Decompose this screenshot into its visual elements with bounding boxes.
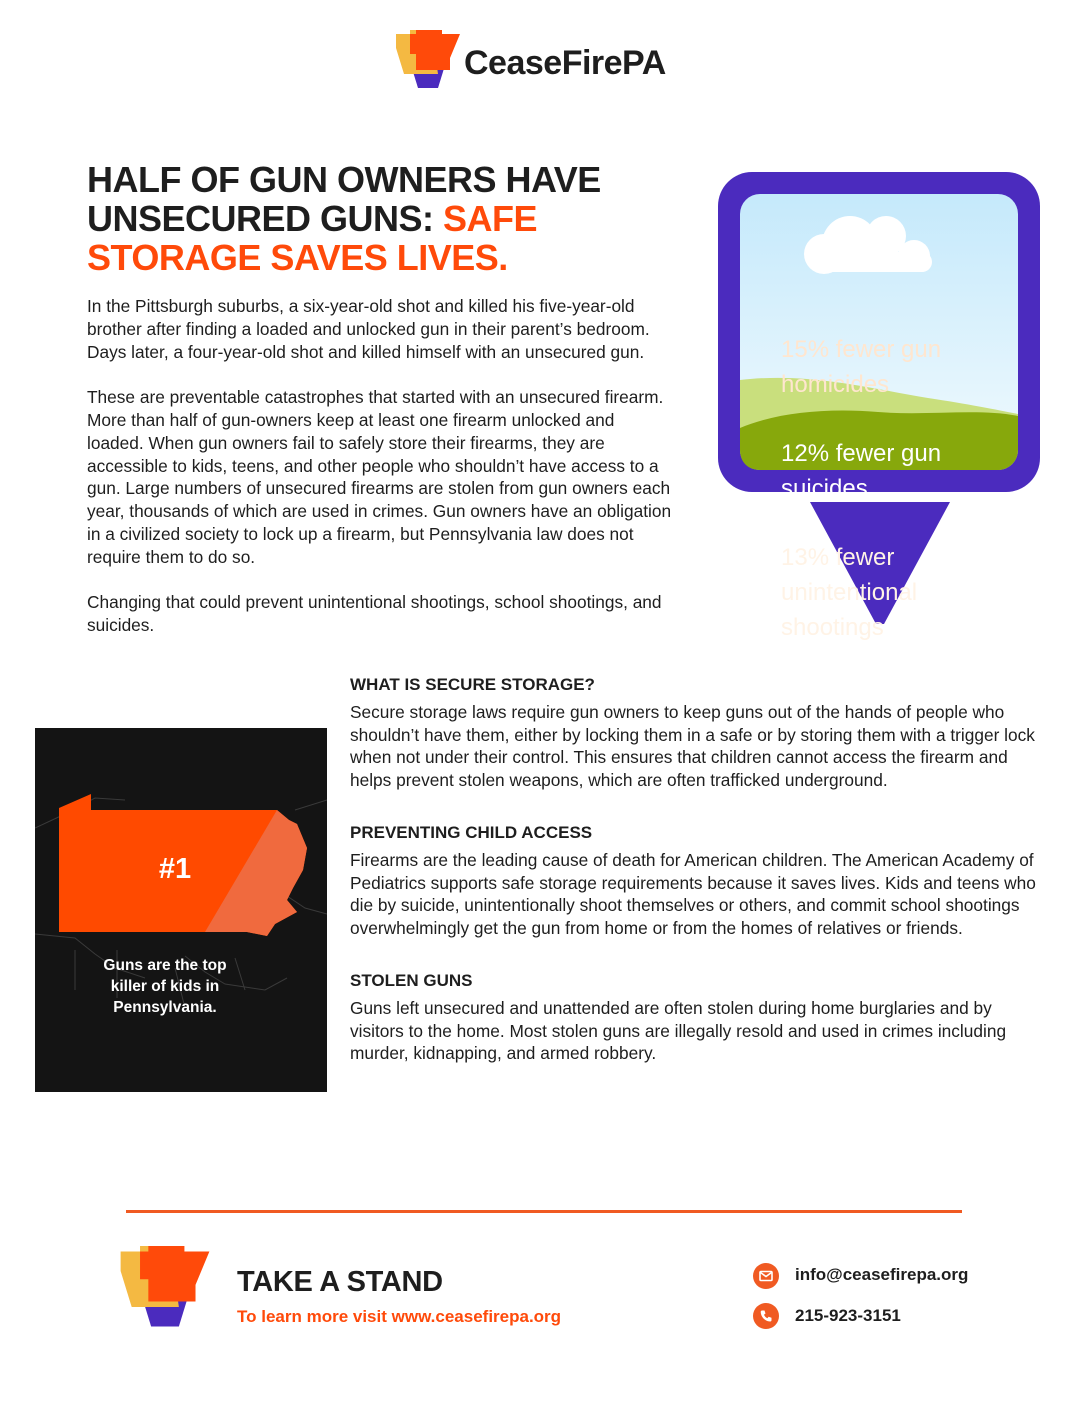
section-body: Secure storage laws require gun owners to keep guns out of the hands of people who shouldn’t have them, either by locking them in a safe or by storing them with a trigger lock when not under their control. This ensures that children cannot access the firearm and helps prevent stolen weapons, which are often trafficked underground. <box>350 701 1035 791</box>
section-heading: STOLEN GUNS <box>350 970 473 990</box>
stat-suicides: 12% fewer gun suicides <box>781 440 942 502</box>
intro-paragraph: These are preventable catastrophes that started with an unsecured firearm. More than half of gun-owners keep at least one firearm unlocked and loaded. When gun owners fail to safely store their firearms, they are accessible to kids, teens, and other people who shouldn’t have access to a gun. Large numbers of unsecured firearms are stolen from gun owners each year, thousands of which are used in crimes. Gun owners have an obligation in a civilized society to lock up a firearm, but Pennsylvania law does not require them to do so. <box>87 387 672 567</box>
section-body: Guns left unsecured and unattended are often stolen during home burglaries and by visitors to the home. Most stolen guns are illegally resold and used in crimes including murder, kidnapping, and armed robbery. <box>350 997 1007 1064</box>
section-heading: WHAT IS SECURE STORAGE? <box>350 675 595 694</box>
pennsylvania-map-card <box>35 728 327 1092</box>
keystone-logo-icon <box>118 1246 212 1332</box>
logo-wordmark: CeaseFirePA <box>464 44 666 82</box>
phone-icon <box>753 1303 779 1329</box>
intro-text <box>87 295 672 660</box>
map-caption: Guns are the top killer of kids in Pennsylvania. <box>103 957 227 1016</box>
keystone-logo-icon <box>396 30 460 92</box>
footer-divider <box>126 1210 962 1213</box>
header-logo <box>396 30 696 92</box>
page-title <box>87 160 687 277</box>
section-child-access <box>350 822 1040 940</box>
pennsylvania-map-icon <box>35 728 327 1092</box>
email-icon <box>753 1263 779 1289</box>
title-main: HALF OF GUN OWNERS HAVE UNSECURED GUNS: <box>87 159 601 239</box>
email-link[interactable]: info@ceasefirepa.org <box>795 1265 969 1284</box>
intro-paragraph: In the Pittsburgh suburbs, a six-year-old shot and killed his five-year-old brother after finding a loaded and unlocked gun in their parent’s bedroom. Days later, a four-year-old shot and killed himself with an unsecured gun. <box>87 296 650 362</box>
phone-link[interactable]: 215-923-3151 <box>795 1306 901 1325</box>
stat-unintentional: 13% fewer unintentional shootings <box>781 544 918 641</box>
title-accent: SAFE STORAGE SAVES LIVES. <box>87 198 538 278</box>
footer-website-link[interactable]: To learn more visit www.ceasefirepa.org <box>237 1307 562 1326</box>
stat-homicides: 15% fewer gun homicides <box>781 336 942 398</box>
section-body: Firearms are the leading cause of death for American children. The American Academy of Pediatrics supports safe storage requirements because it saves lives. Kids and teens who die by suicide, unintentionally shoot themselves or others, and commit school shootings overwhelmingly get the gun from home or from the homes of relatives or friends. <box>350 849 1036 939</box>
intro-paragraph: Changing that could prevent unintentional shootings, school shootings, and suicides. <box>87 592 662 636</box>
section-secure-storage <box>350 674 1040 792</box>
info-sections <box>350 674 1040 1095</box>
map-rank: #1 <box>158 853 192 885</box>
footer-title: TAKE A STAND <box>237 1266 443 1298</box>
section-stolen-guns <box>350 970 1040 1065</box>
section-heading: PREVENTING CHILD ACCESS <box>350 822 593 842</box>
stats-infographic <box>718 172 1040 642</box>
